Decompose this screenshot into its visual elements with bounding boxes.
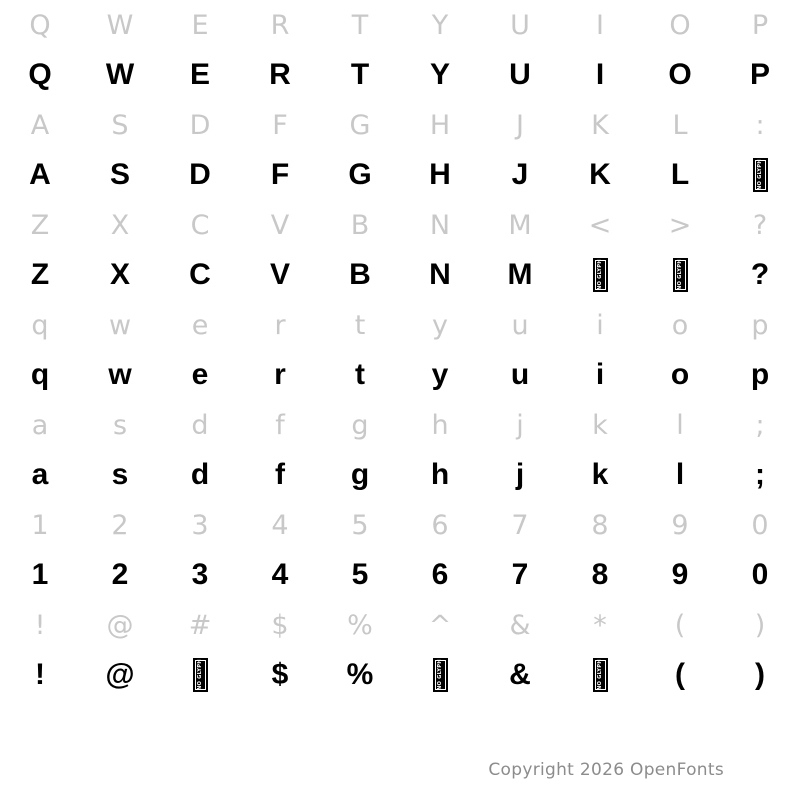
reference-glyph: % xyxy=(347,609,373,641)
reference-glyph: > xyxy=(668,209,692,241)
specimen-glyph: t xyxy=(355,358,365,391)
specimen-glyph: O xyxy=(668,58,692,91)
specimen-glyph: F xyxy=(270,158,290,191)
specimen-glyph: 2 xyxy=(111,558,129,591)
specimen-glyph: C xyxy=(189,258,211,291)
reference-glyph: h xyxy=(431,409,449,441)
specimen-glyph: h xyxy=(430,458,450,491)
specimen-glyph: j xyxy=(515,458,525,491)
reference-glyph: 2 xyxy=(111,509,129,541)
specimen-glyph: % xyxy=(346,658,374,691)
reference-glyph: o xyxy=(671,309,689,341)
specimen-glyph: ; xyxy=(755,458,765,491)
specimen-glyph: f xyxy=(275,458,285,491)
specimen-glyph: w xyxy=(108,358,132,391)
no-glyph-box xyxy=(720,150,800,200)
reference-glyph: D xyxy=(189,109,211,141)
reference-glyph: ? xyxy=(752,209,768,241)
specimen-glyph: I xyxy=(595,58,605,91)
reference-glyph: * xyxy=(593,609,607,641)
reference-glyph: p xyxy=(751,309,769,341)
reference-glyph: N xyxy=(429,209,451,241)
reference-glyph: K xyxy=(591,109,609,141)
specimen-glyph: B xyxy=(349,258,371,291)
reference-glyph: S xyxy=(111,109,129,141)
reference-glyph: 6 xyxy=(431,509,449,541)
specimen-glyph: i xyxy=(595,358,605,391)
specimen-glyph: H xyxy=(429,158,451,191)
reference-glyph: B xyxy=(350,209,370,241)
reference-glyph: 1 xyxy=(31,509,49,541)
no-glyph-box xyxy=(160,650,240,700)
reference-glyph: G xyxy=(349,109,371,141)
specimen-glyph: ( xyxy=(675,658,685,691)
reference-glyph: u xyxy=(511,309,529,341)
specimen-glyph: G xyxy=(348,158,372,191)
specimen-glyph: y xyxy=(431,358,449,391)
reference-glyph: Y xyxy=(431,9,449,41)
reference-glyph: w xyxy=(108,309,132,341)
specimen-glyph: K xyxy=(589,158,611,191)
specimen-glyph: s xyxy=(111,458,129,491)
specimen-glyph: o xyxy=(670,358,690,391)
specimen-glyph: k xyxy=(591,458,609,491)
specimen-glyph: 7 xyxy=(511,558,529,591)
reference-glyph: T xyxy=(351,9,369,41)
specimen-glyph: J xyxy=(511,158,529,191)
reference-glyph: L xyxy=(672,109,688,141)
reference-glyph: ; xyxy=(755,409,765,441)
specimen-glyph: u xyxy=(510,358,530,391)
specimen-glyph: W xyxy=(105,58,135,91)
reference-glyph: & xyxy=(509,609,531,641)
specimen-glyph: p xyxy=(750,358,770,391)
specimen-glyph: Y xyxy=(429,58,450,91)
reference-glyph: P xyxy=(751,9,769,41)
reference-glyph: 3 xyxy=(191,509,209,541)
specimen-glyph: Z xyxy=(30,258,50,291)
reference-glyph: W xyxy=(106,9,134,41)
specimen-glyph: S xyxy=(109,158,130,191)
reference-glyph: Z xyxy=(30,209,50,241)
reference-glyph: k xyxy=(592,409,608,441)
reference-glyph: 4 xyxy=(271,509,289,541)
no-glyph-label: NO GLYPH xyxy=(433,658,448,692)
specimen-glyph: g xyxy=(350,458,370,491)
reference-glyph: A xyxy=(30,109,50,141)
reference-glyph: < xyxy=(588,209,612,241)
reference-glyph: # xyxy=(188,609,212,641)
no-glyph-label: NO GLYPH xyxy=(593,658,608,692)
reference-glyph: X xyxy=(110,209,130,241)
copyright-notice: Copyright 2026 OpenFonts xyxy=(488,760,724,780)
specimen-glyph: ) xyxy=(755,658,765,691)
specimen-glyph: 5 xyxy=(351,558,369,591)
reference-glyph: M xyxy=(508,209,532,241)
specimen-glyph: P xyxy=(749,58,770,91)
no-glyph-box xyxy=(640,250,720,300)
reference-glyph: q xyxy=(31,309,49,341)
no-glyph-label: NO GLYPH xyxy=(673,258,688,292)
specimen-glyph: 3 xyxy=(191,558,209,591)
specimen-glyph: 1 xyxy=(31,558,49,591)
specimen-glyph: q xyxy=(30,358,50,391)
reference-glyph: : xyxy=(755,109,765,141)
reference-glyph: t xyxy=(354,309,366,341)
reference-glyph: i xyxy=(596,309,604,341)
specimen-glyph: E xyxy=(189,58,210,91)
specimen-glyph: 4 xyxy=(271,558,289,591)
reference-glyph: g xyxy=(351,409,369,441)
reference-glyph: F xyxy=(272,109,288,141)
reference-glyph: I xyxy=(596,9,604,41)
specimen-glyph: @ xyxy=(105,658,135,691)
reference-glyph: d xyxy=(191,409,209,441)
no-glyph-box xyxy=(560,650,640,700)
specimen-glyph: a xyxy=(31,458,49,491)
specimen-glyph: T xyxy=(350,58,370,91)
reference-glyph: 0 xyxy=(751,509,769,541)
reference-glyph: $ xyxy=(271,609,289,641)
reference-glyph: 5 xyxy=(351,509,369,541)
reference-glyph: r xyxy=(274,309,286,341)
specimen-glyph: Q xyxy=(28,58,52,91)
specimen-glyph: 8 xyxy=(591,558,609,591)
specimen-glyph: R xyxy=(269,58,291,91)
reference-glyph: ) xyxy=(754,609,766,641)
no-glyph-box xyxy=(560,250,640,300)
no-glyph-box xyxy=(400,650,480,700)
reference-glyph: 8 xyxy=(591,509,609,541)
specimen-glyph: 6 xyxy=(431,558,449,591)
specimen-glyph: & xyxy=(509,658,531,691)
reference-glyph: J xyxy=(516,109,524,141)
no-glyph-label: NO GLYPH xyxy=(753,158,768,192)
reference-glyph: s xyxy=(112,409,128,441)
specimen-glyph: 0 xyxy=(751,558,769,591)
specimen-glyph: U xyxy=(509,58,531,91)
specimen-glyph: ? xyxy=(750,258,770,291)
reference-glyph: ( xyxy=(674,609,686,641)
specimen-glyph: D xyxy=(189,158,211,191)
reference-glyph: U xyxy=(510,9,530,41)
reference-glyph: ^ xyxy=(428,609,452,641)
specimen-glyph: M xyxy=(507,258,533,291)
specimen-glyph: X xyxy=(109,258,130,291)
reference-glyph: l xyxy=(676,409,684,441)
specimen-glyph: d xyxy=(190,458,210,491)
reference-glyph: a xyxy=(31,409,49,441)
no-glyph-label: NO GLYPH xyxy=(193,658,208,692)
specimen-glyph: 9 xyxy=(671,558,689,591)
reference-glyph: 9 xyxy=(671,509,689,541)
specimen-glyph: r xyxy=(274,358,286,391)
reference-glyph: O xyxy=(669,9,691,41)
reference-glyph: C xyxy=(190,209,210,241)
specimen-glyph: $ xyxy=(271,658,289,691)
reference-glyph: V xyxy=(270,209,290,241)
reference-glyph: f xyxy=(275,409,285,441)
reference-glyph: y xyxy=(432,309,448,341)
no-glyph-label: NO GLYPH xyxy=(593,258,608,292)
reference-glyph: 7 xyxy=(511,509,529,541)
specimen-glyph: l xyxy=(675,458,685,491)
specimen-glyph: N xyxy=(429,258,451,291)
specimen-glyph: e xyxy=(191,358,209,391)
reference-glyph: ! xyxy=(34,609,46,641)
specimen-glyph: ! xyxy=(35,658,45,691)
reference-glyph: Q xyxy=(29,9,51,41)
specimen-glyph: L xyxy=(670,158,690,191)
reference-glyph: @ xyxy=(106,609,134,641)
reference-glyph: H xyxy=(429,109,451,141)
reference-glyph: R xyxy=(270,9,290,41)
reference-glyph: e xyxy=(191,309,209,341)
reference-glyph: j xyxy=(516,409,524,441)
reference-glyph: E xyxy=(191,9,209,41)
specimen-glyph: A xyxy=(29,158,51,191)
specimen-glyph: V xyxy=(269,258,290,291)
